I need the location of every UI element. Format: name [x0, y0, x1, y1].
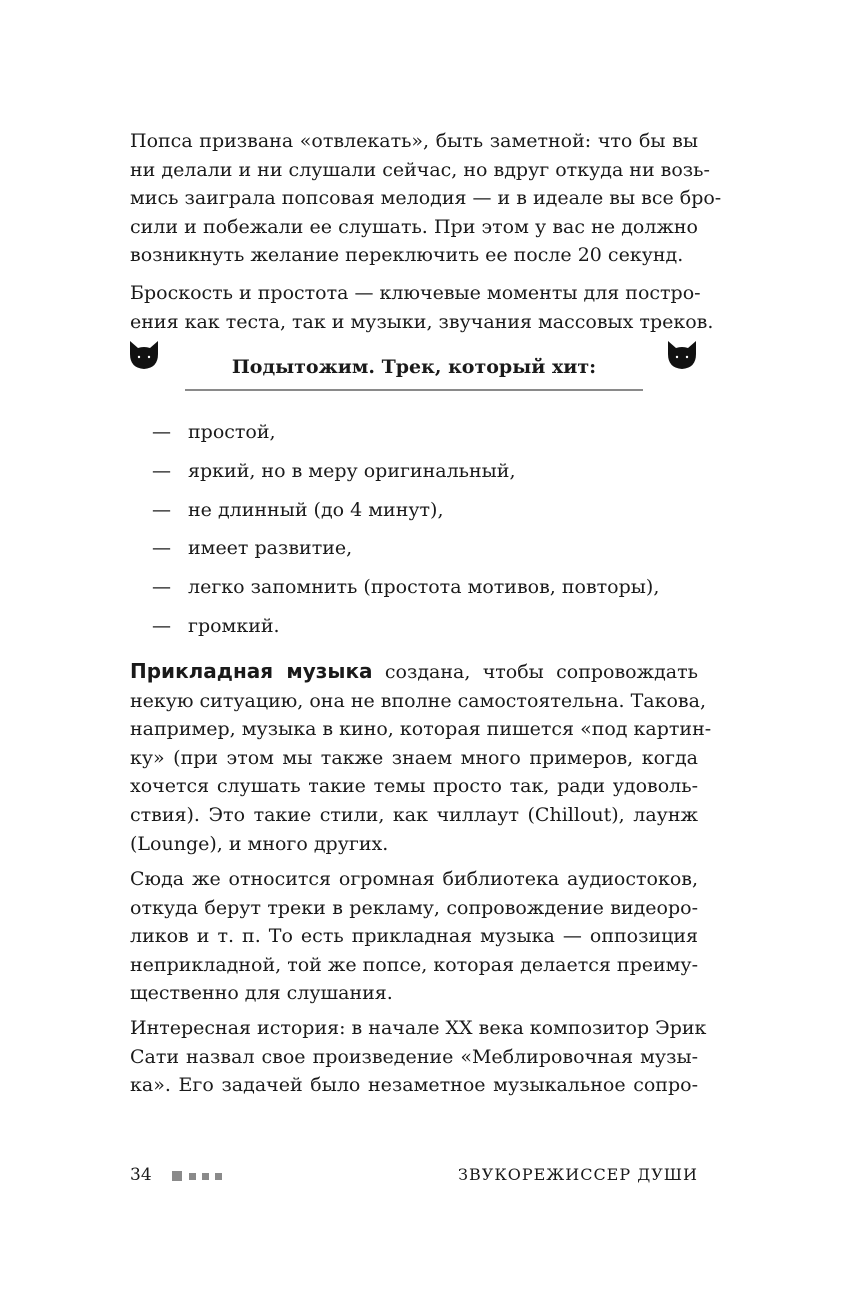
list-item: [152, 534, 659, 573]
list-item-text: яркий, но в меру оригинальный,: [188, 459, 516, 482]
text-line: откуда берут треки в рекламу, сопровождение видеоро-: [130, 896, 698, 919]
text-line: например, музыка в кино, которая пишется «под картин-: [130, 718, 712, 741]
summary-heading: Подытожим. Трек, который хит:: [231, 356, 597, 378]
text-line: мись заиграла попсовая мелодия — и в идеале вы все бро-: [130, 187, 722, 210]
list-item: [152, 612, 659, 651]
list-dash: —: [152, 421, 171, 443]
paragraph-satie-story: [130, 1014, 707, 1100]
text-line: некую ситуацию, она не вполне самостоятельна. Такова,: [130, 689, 706, 712]
square-dot: [202, 1173, 209, 1180]
text-line: ствия). Это такие стили, как чиллаут (Chillout), лаунж: [130, 803, 698, 826]
list-item-text: не длинный (до 4 минут),: [188, 498, 444, 521]
text-line: [130, 657, 698, 687]
running-title: ЗВУКОРЕЖИССЕР ДУШИ: [458, 1165, 698, 1184]
list-dash: —: [152, 537, 171, 560]
square-dot: [189, 1173, 196, 1180]
list-dash: —: [152, 498, 171, 521]
text-line: ка». Его задачей было незаметное музыкальное сопро-: [130, 1074, 698, 1097]
text-line: Сати назвал свое произведение «Меблировочная музы-: [130, 1045, 698, 1068]
page-number: 34: [130, 1165, 152, 1185]
text-line: Попса призвана «отвлекать», быть заметной: что бы вы: [130, 130, 698, 152]
text-line: неприкладной, той же попсе, которая делается преиму-: [130, 953, 699, 976]
paragraph-applied-music: [130, 657, 712, 858]
text-line: ку» (при этом мы также знаем много примеров, когда: [130, 746, 698, 769]
paragraph-pop-music: [130, 127, 722, 270]
square-dot: [215, 1173, 222, 1180]
text-line: Сюда же относится огромная библиотека аудиостоков,: [130, 868, 698, 890]
text-line: хочется слушать такие темы просто так, ради удоволь-: [130, 775, 698, 798]
text-line: щественно для слушания.: [130, 982, 393, 1005]
list-item-text: простой,: [188, 421, 276, 443]
list-item: [152, 573, 659, 612]
page-footer: [0, 1161, 844, 1189]
list-dash: —: [152, 576, 171, 599]
list-item-text: легко запомнить (простота мотивов, повторы),: [188, 576, 660, 599]
text-line: Броскость и простота — ключевые моменты для постро-: [130, 282, 701, 304]
text-line: сили и побежали ее слушать. При этом у вас не должно: [130, 215, 698, 238]
list-dash: —: [152, 459, 171, 482]
term-applied-music: Прикладная музыка: [130, 659, 373, 683]
text-line: ликов и т. п. То есть прикладная музыка — оппозиция: [130, 925, 698, 948]
list-item: [152, 457, 659, 496]
text-line: Интересная история: в начале XX века композитор Эрик: [130, 1017, 707, 1039]
black-cat-head-icon: [128, 340, 160, 370]
list-item-text: имеет развитие,: [188, 537, 353, 560]
text-fragment: создана, чтобы сопровождать: [372, 661, 698, 683]
text-line: ни делали и ни слушали сейчас, но вдруг откуда ни возь-: [130, 158, 710, 181]
text-line: возникнуть желание переключить ее после 20 секунд.: [130, 244, 684, 267]
text-line: ения как теста, так и музыки, звучания массовых треков.: [130, 310, 714, 333]
paragraph-audiostocks: [130, 865, 698, 1008]
list-item: [152, 496, 659, 535]
black-cat-head-icon: [666, 340, 698, 370]
text-line: (Lounge), и много других.: [130, 832, 389, 855]
list-item: [152, 418, 659, 457]
hit-features-list: [152, 418, 659, 651]
square-dot: [172, 1171, 182, 1181]
list-item-text: громкий.: [188, 614, 280, 637]
heading-underline: [185, 389, 643, 391]
list-dash: —: [152, 614, 171, 637]
paragraph-simplicity: [130, 279, 714, 336]
